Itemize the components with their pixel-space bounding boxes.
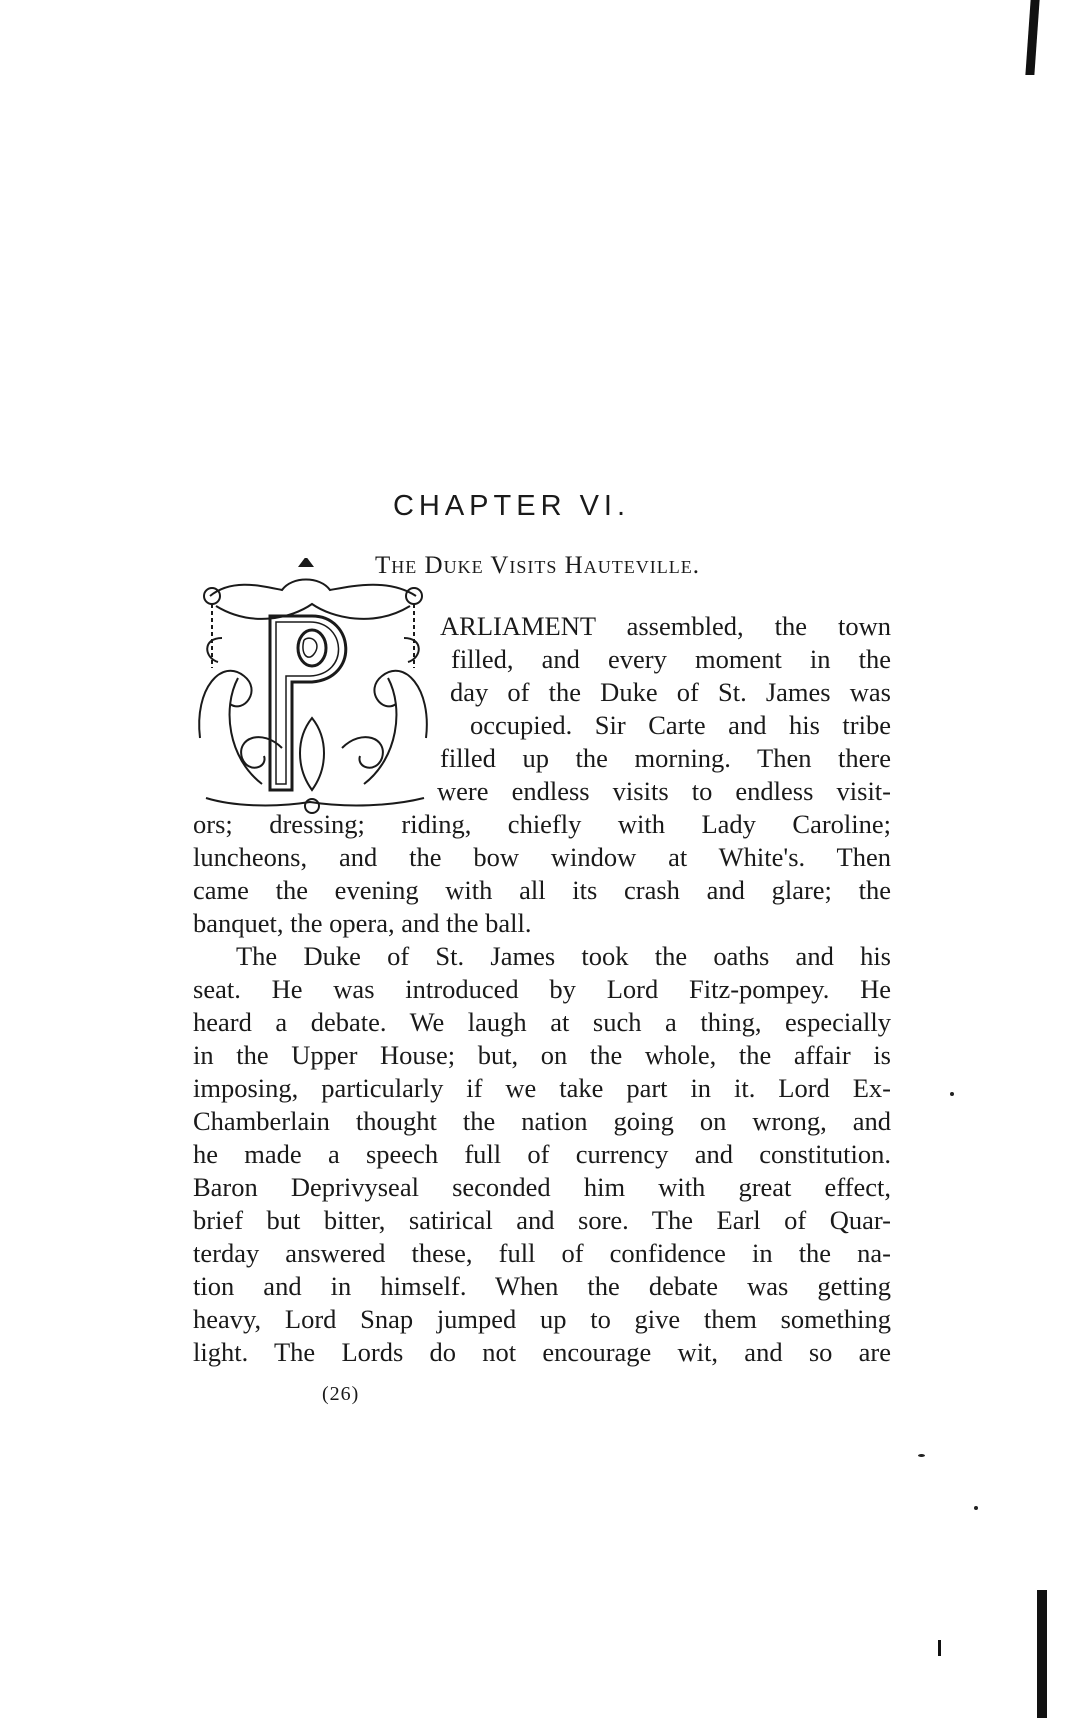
paragraph-line: heavy, Lord Snap jumped up to give them something (193, 1304, 891, 1334)
paragraph-line: luncheons, and the bow window at White's. Then (193, 842, 891, 872)
paragraph-line: came the evening with all its crash and glare; the (193, 875, 891, 905)
paragraph-line: he made a speech full of currency and constitution. (193, 1139, 891, 1169)
paragraph-line: terday answered these, full of confidence in the na- (193, 1238, 891, 1268)
paragraph-line: heard a debate. We laugh at such a thing, especially (193, 1007, 891, 1037)
paragraph-line: ARLIAMENT assembled, the town (440, 611, 891, 641)
paragraph-line: brief but bitter, satirical and sore. The Earl of Quar- (193, 1205, 891, 1235)
scan-edge-mark (1025, 0, 1039, 75)
paragraph-line: Chamberlain thought the nation going on wrong, and (193, 1106, 891, 1136)
scan-speck (950, 1092, 954, 1096)
paragraph-line: in the Upper House; but, on the whole, the affair is (193, 1040, 891, 1070)
paragraph-line: banquet, the opera, and the ball. (193, 908, 532, 938)
chapter-title: The Duke Visits Hauteville. (375, 552, 700, 579)
paragraph-line: filled up the morning. Then there (440, 743, 891, 773)
ornamental-dropcap (192, 558, 434, 818)
paragraph-line: occupied. Sir Carte and his tribe (470, 710, 891, 740)
paragraph-line: tion and in himself. When the debate was getting (193, 1271, 891, 1301)
paragraph-line: filled, and every moment in the (451, 644, 891, 674)
paragraph-line: were endless visits to endless visit- (437, 776, 891, 806)
scan-speck (974, 1506, 978, 1510)
scan-edge-mark (938, 1640, 941, 1656)
paragraph-line: Baron Deprivyseal seconded him with great effect, (193, 1172, 891, 1202)
scan-edge-mark (1037, 1590, 1047, 1718)
scan-speck (918, 1454, 925, 1457)
paragraph-line: light. The Lords do not encourage wit, and so are (193, 1337, 891, 1367)
paragraph-line: seat. He was introduced by Lord Fitz-pompey. He (193, 974, 891, 1004)
page-number: (26) (322, 1383, 360, 1405)
paragraph-line: The Duke of St. James took the oaths and his (236, 941, 891, 971)
paragraph-line: ors; dressing; riding, chiefly with Lady Caroline; (193, 809, 891, 839)
paragraph-line: day of the Duke of St. James was (450, 677, 891, 707)
paragraph-line: imposing, particularly if we take part in it. Lord Ex- (193, 1073, 891, 1103)
chapter-heading: CHAPTER VI. (392, 490, 631, 522)
